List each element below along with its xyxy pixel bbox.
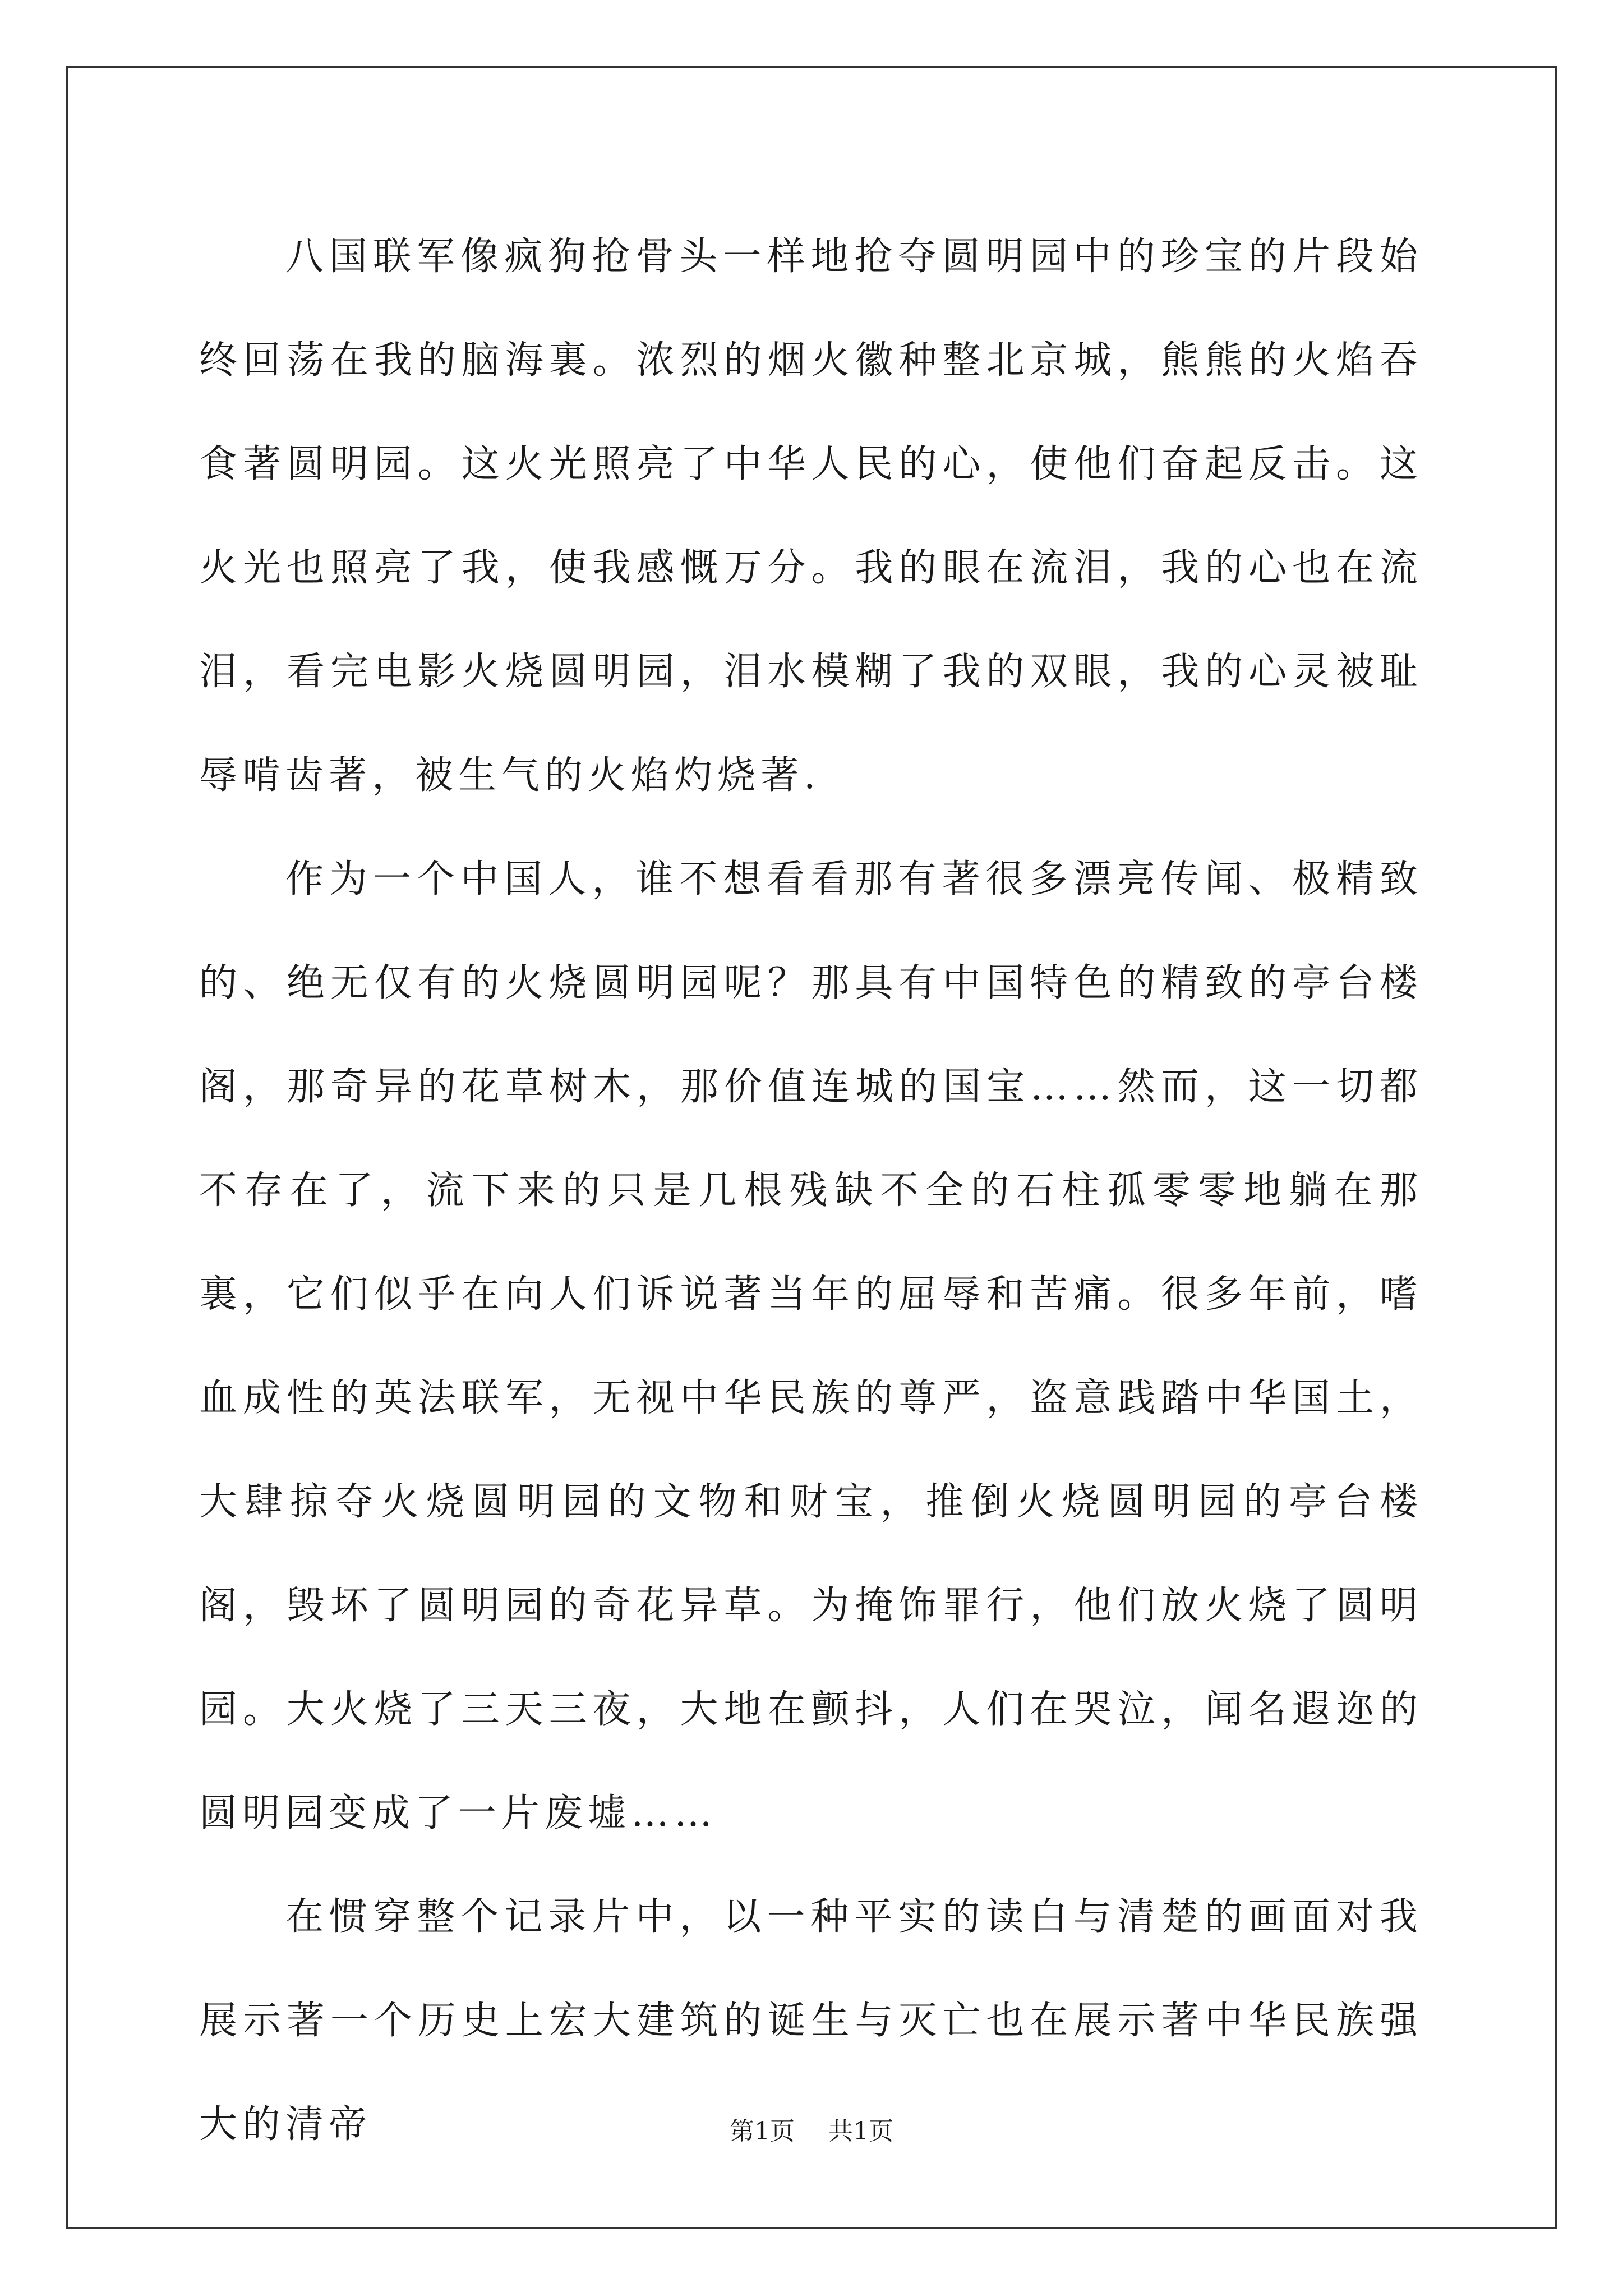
page-number: 第1页: [730, 2117, 795, 2146]
paragraph-3: 在惯穿整个记录片中，以一种平实的读白与清楚的画面对我展示著一个历史上宏大建筑的诞生与灭亡也在展示著中华民族强大的清帝: [199, 1895, 1423, 2147]
document-body: [199, 205, 1423, 2177]
page-total: 共1页: [828, 2117, 893, 2146]
page-footer: [0, 2115, 1623, 2148]
paragraph-2: 作为一个中国人，谁不想看看那有著很多漂亮传闻、极精致的、绝无仅有的火烧圆明园呢？那具有中国特色的精致的亭台楼阁，那奇异的花草树木，那价值连城的国宝……然而，这一切都不存在了，流下来的只是几根残缺不全的石柱孤零零地躺在那裏，它们似乎在向人们诉说著当年的屈辱和苦痛。很多年前，嗜血成性的英法联军，无视中华民族的尊严，盗意践踏中华国土，大肆掠夺火烧圆明园的文物和财宝，推倒火烧圆明园的亭台楼阁，毁坏了圆明园的奇花异草。为掩饰罪行，他们放火烧了圆明园。大火烧了三天三夜，大地在颤抖，人们在哭泣，闻名遐迩的圆明园变成了一片废墟……: [199, 857, 1423, 1835]
paragraph-1: 八国联军像疯狗抢骨头一样地抢夺圆明园中的珍宝的片段始终回荡在我的脑海裏。浓烈的烟火徽种整北京城，熊熊的火焰吞食著圆明园。这火光照亮了中华人民的心，使他们奋起反击。这火光也照亮了我，使我感慨万分。我的眼在流泪，我的心也在流泪，看完电影火烧圆明园，泪水模糊了我的双眼，我的心灵被耻辱啃齿著，被生气的火焰灼烧著.: [199, 234, 1423, 798]
